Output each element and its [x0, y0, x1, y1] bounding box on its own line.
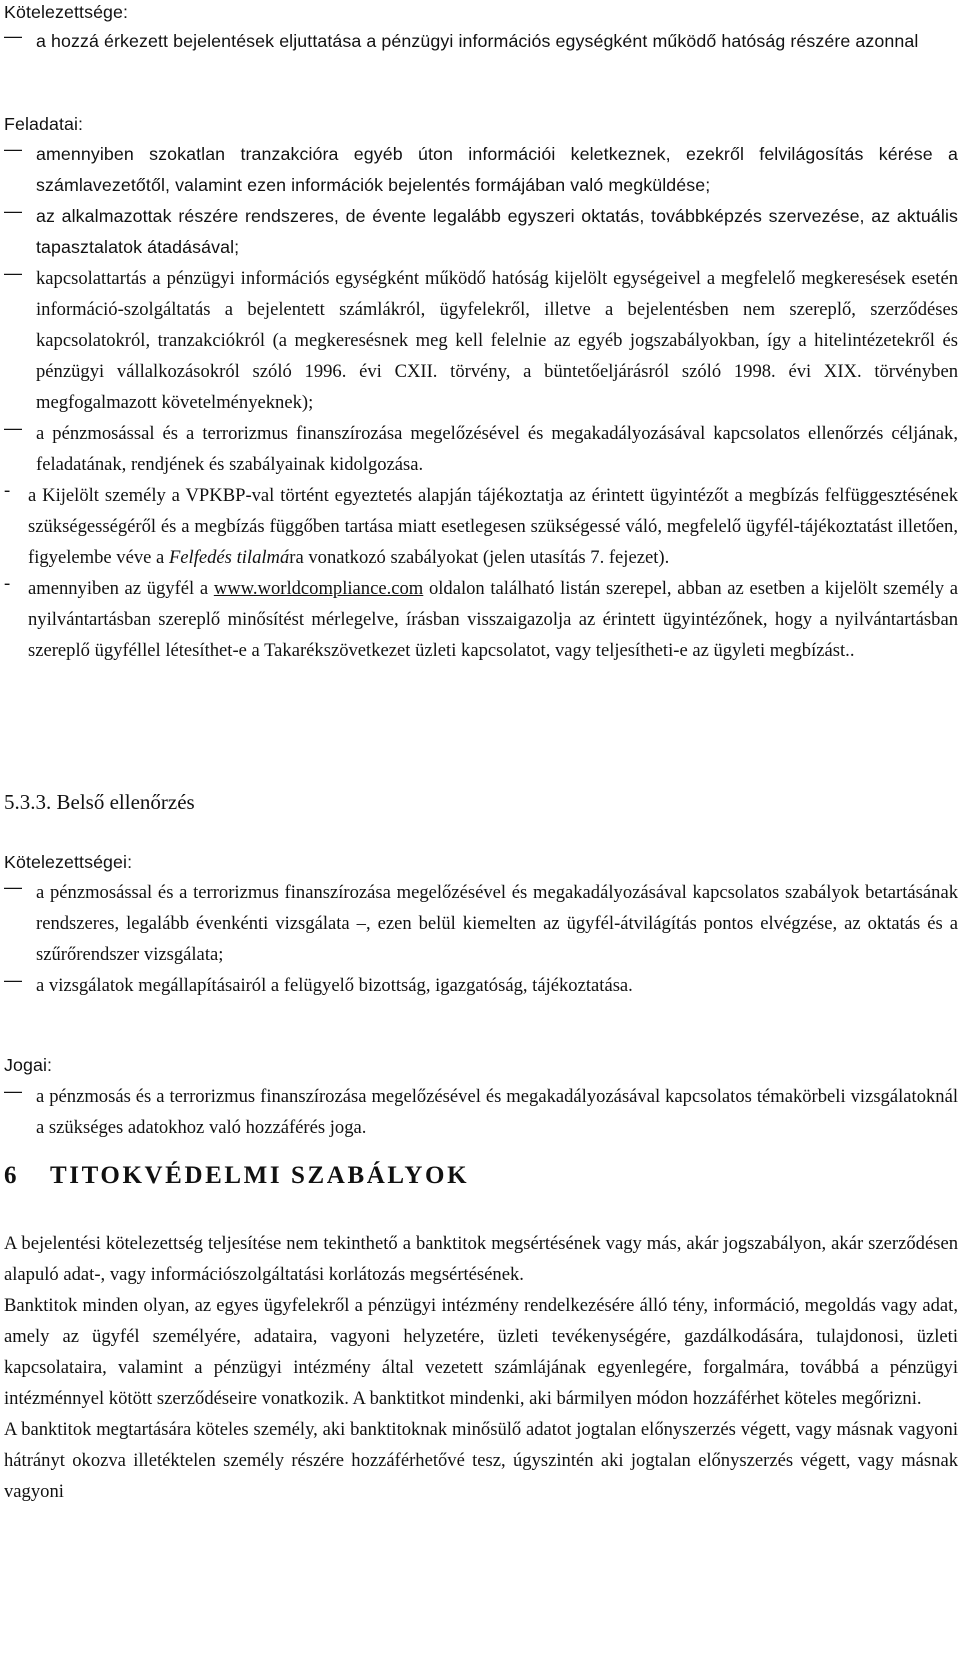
- chapter-heading: [4, 1162, 958, 1190]
- list-item: [4, 573, 958, 666]
- list-item: [4, 263, 958, 418]
- chapter-number: 6: [4, 1162, 20, 1189]
- worldcompliance-link[interactable]: www.worldcompliance.com: [213, 578, 424, 599]
- dash-bullet: —: [4, 263, 22, 283]
- hyphen-bullet: -: [4, 480, 11, 501]
- dash-bullet: —: [4, 418, 22, 438]
- paragraph: A bejelentési kötelezettség teljesítése nem tekinthető a banktitok megsértésének vagy más, akár jogszabályon, akár szerződésen alapuló adat-, vagy információszolgáltatási korlátozás megsértésének.: [4, 1233, 958, 1285]
- list-item-text: a vizsgálatok megállapításairól a felügyelő bizottság, igazgatóság, tájékoztatása.: [36, 975, 633, 996]
- list-item: [4, 480, 958, 573]
- list-item-text: [28, 480, 958, 573]
- jogai-heading: Jogai:: [4, 1055, 53, 1075]
- list-item: [4, 877, 958, 970]
- list-item-text: amennyiben szokatlan tranzakcióra egyéb úton információi keletkeznek, ezekről felvilágosítás kérése a számlavezetőtől, valamint ezen információk bejelentés formájában való megküldése;: [36, 144, 958, 195]
- list-item: [4, 26, 958, 57]
- text-run: a Kijelölt személy a VPKBP-val történt egyeztetés alapján tájékoztatja az érintett ügyintézőt a megbízás felfüggesztésének szükségességéről és a megbízás függőben tartása miatt esetlegesen szükségessé váló, megfelelő ügyfél-tájékoztatást illetően, figyelembe véve a: [28, 485, 958, 568]
- list-item-text: a pénzmosással és a terrorizmus finanszírozása megelőzésével és megakadályozásával kapcsolatos szabályok betartásának rendszeres, legalább évenkénti vizsgálata –, ezen belül kiemelten az ügyfél-átvilágítás pontos elvégzése, az oktatás és a szűrőrendszer vizsgálata;: [36, 882, 958, 965]
- text-run: amennyiben az ügyfél a: [28, 578, 214, 599]
- chapter6-body: [4, 1228, 958, 1507]
- list-item: [4, 418, 958, 480]
- list-item-text: kapcsolattartás a pénzügyi információs egységként működő hatóság kijelölt egységeivel a megfelelő megkeresések esetén információ-szolgáltatás a bejelentett számlákról, ügyfelekről, illetve a bejelentésben nem szereplő, szerződéses kapcsolatokról, tranzakciókról (a megkeresésnek meg kell felelnie az egyéb jogszabályokban, így a hitelintézetekről és pénzügyi vállalkozásokról szóló 1996. évi CXII. törvény, a büntetőeljárásról szóló 1998. évi XIX. törvényben megfogalmazott követelményeknek);: [36, 268, 958, 413]
- emphasis-text: Felfedés tilalmá: [168, 547, 290, 568]
- list-item: [4, 1081, 958, 1143]
- kotelezettsege-list: [4, 26, 958, 57]
- dash-bullet: —: [4, 1081, 22, 1101]
- paragraph: Banktitok minden olyan, az egyes ügyfelekről a pénzügyi intézmény rendelkezésére álló tény, információ, megoldás vagy adat, amely az ügyfél személyére, adataira, vagyoni helyzetére, üzleti tevékenységére, gazdálkodására, tulajdonosi, üzleti kapcsolataira, valamint a pénzügyi intézmény által vezetett számlájának egyenlegére, forgalmára, továbbá a pénzügyi intézménnyel kötött szerződéseire vonatkozik. A banktitkot mindenki, aki bármilyen módon hozzáférhet köteles megőrizni.: [4, 1295, 958, 1409]
- paragraph: A banktitok megtartására köteles személy, aki banktitoknak minősülő adatot jogtalan előnyszerzés végett, vagy másnak vagyoni hátrányt okozva illetéktelen személy részére hozzáférhetővé tesz, úgyszintén aki jogtalan előnyszerzés végett, vagy másnak vagyoni: [4, 1419, 958, 1502]
- list-item: [4, 201, 958, 263]
- dash-bullet: —: [4, 970, 22, 990]
- jogai-list: [4, 1081, 958, 1143]
- feladatai-heading: Feladatai:: [4, 114, 84, 134]
- list-item-text: [28, 573, 958, 666]
- list-item-text: a hozzá érkezett bejelentések eljuttatása a pénzügyi információs egységként működő hatóság részére azonnal: [36, 31, 919, 51]
- text-run: ra vonatkozó szabályokat (jelen utasítás 7. fejezet).: [289, 547, 670, 568]
- dash-bullet: —: [4, 139, 22, 159]
- feladatai-list: [4, 139, 958, 666]
- kotelezettsege-heading: Kötelezettsége:: [4, 2, 129, 22]
- list-item-text: a pénzmosással és a terrorizmus finanszírozása megelőzésével és megakadályozásával kapcsolatos ellenőrzés céljának, feladatának, rendjének és szabályainak kidolgozása.: [36, 423, 958, 475]
- dash-bullet: —: [4, 26, 22, 46]
- kotelezettsegei-list: [4, 877, 958, 1001]
- hyphen-bullet: -: [4, 573, 11, 594]
- dash-bullet: —: [4, 201, 22, 221]
- chapter-title: TITOKVÉDELMI SZABÁLYOK: [50, 1162, 470, 1189]
- list-item-text: a pénzmosás és a terrorizmus finanszírozása megelőzésével és megakadályozásával kapcsolatos témakörbeli vizsgálatoknál a szükséges adatokhoz való hozzáférés joga.: [36, 1086, 958, 1138]
- list-item: [4, 970, 958, 1001]
- list-item-text: az alkalmazottak részére rendszeres, de évente legalább egyszeri oktatás, továbbképzés szervezése, az aktuális tapasztalatok átadásával;: [36, 206, 958, 257]
- dash-bullet: —: [4, 877, 22, 897]
- kotelezettsegei-heading: Kötelezettségei:: [4, 852, 133, 872]
- text-run: oldalon található listán szerepel, abban az esetben a kijelölt személy a nyilvántartásban szereplő minősítést mérlegelve, írásban visszaigazolja az érintett ügyintézőnek, hogy a nyilvántartásban szereplő ügyféllel létesíthet-e a Takarékszövetkezet üzleti kapcsolatot, vagy teljesítheti-e az ügyleti megbízást..: [28, 578, 958, 661]
- section-heading-533: 5.3.3. Belső ellenőrzés: [4, 790, 195, 814]
- list-item: [4, 139, 958, 201]
